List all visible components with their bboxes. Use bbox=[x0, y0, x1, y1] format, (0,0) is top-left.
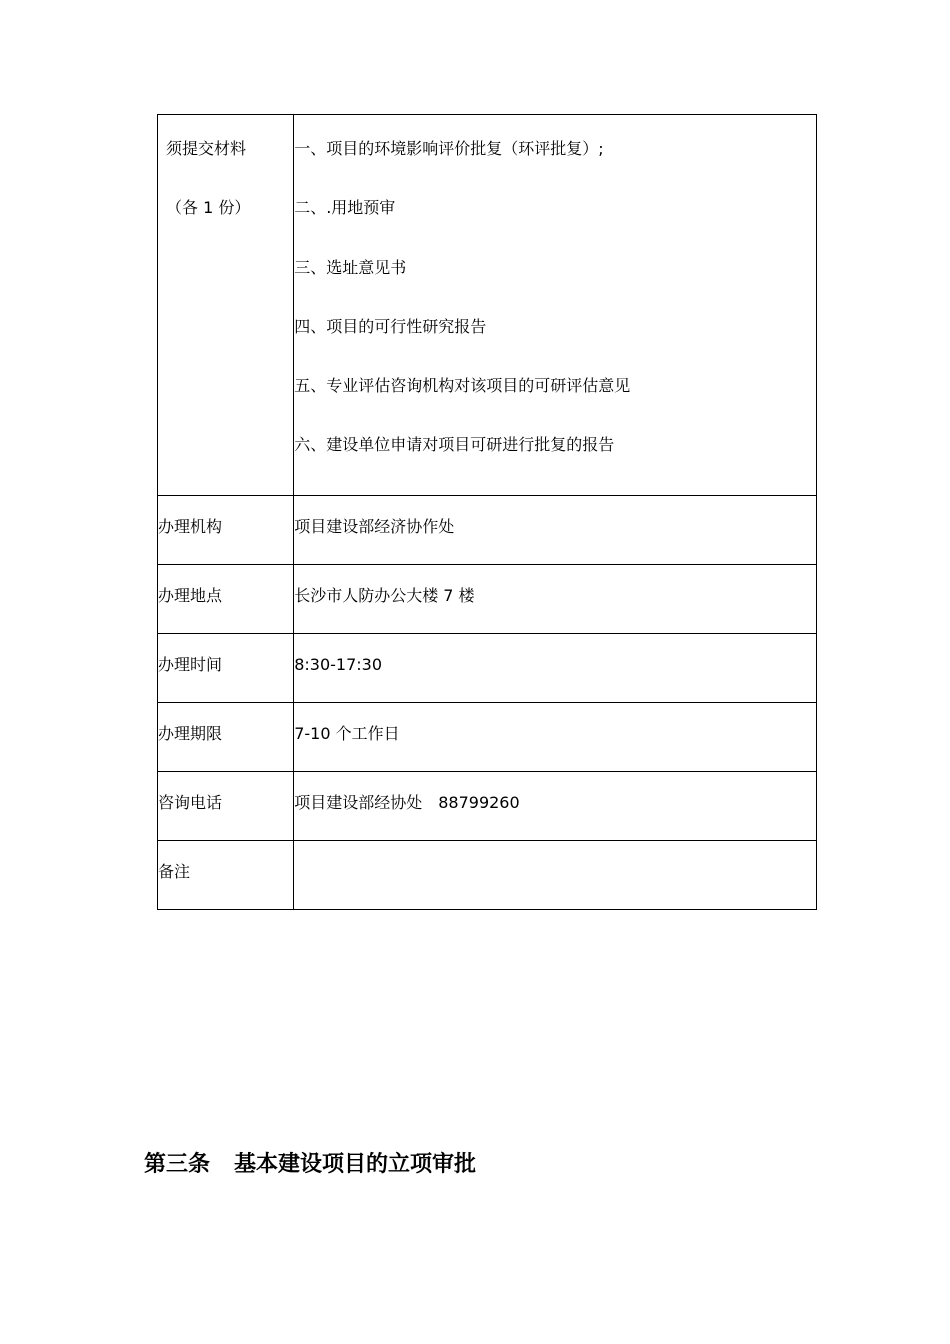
handling-agency-value: 项目建设部经济协作处 bbox=[294, 495, 817, 564]
section-number: 第三条 bbox=[144, 1152, 211, 1177]
material-item-3: 三、选址意见书 bbox=[294, 257, 407, 277]
material-item-5: 五、专业评估咨询机构对该项目的可研评估意见 bbox=[294, 376, 631, 396]
handling-location-label: 办理地点 bbox=[158, 564, 294, 633]
handling-hours-value: 8:30-17:30 bbox=[294, 633, 817, 702]
consult-office-name: 项目建设部经协处 bbox=[294, 792, 423, 812]
remarks-row bbox=[158, 840, 817, 909]
required-materials-label: 须提交材料 bbox=[166, 139, 247, 158]
handling-period-value: 7-10 个工作日 bbox=[294, 702, 817, 771]
required-materials-copies-note: （各 1 份） bbox=[166, 198, 251, 217]
required-materials-row bbox=[158, 115, 817, 496]
service-info-table bbox=[157, 114, 817, 910]
consult-phone-value-cell bbox=[294, 771, 817, 840]
section-title: 基本建设项目的立项审批 bbox=[234, 1152, 477, 1177]
handling-location-value: 长沙市人防办公大楼 7 楼 bbox=[294, 564, 817, 633]
consult-phone-row bbox=[158, 771, 817, 840]
handling-hours-label: 办理时间 bbox=[158, 633, 294, 702]
remarks-label: 备注 bbox=[158, 840, 294, 909]
required-materials-label-cell bbox=[158, 115, 294, 496]
handling-period-label: 办理期限 bbox=[158, 702, 294, 771]
material-item-1: 一、项目的环境影响评价批复（环评批复）; bbox=[294, 139, 604, 158]
material-item-4: 四、项目的可行性研究报告 bbox=[294, 316, 487, 336]
handling-period-row bbox=[158, 702, 817, 771]
material-item-6: 六、建设单位申请对项目可研进行批复的报告 bbox=[294, 435, 615, 455]
handling-hours-row bbox=[158, 633, 817, 702]
material-item-2: 二、.用地预审 bbox=[294, 198, 396, 218]
handling-agency-row bbox=[158, 495, 817, 564]
consult-phone-number: 88799260 bbox=[438, 792, 520, 812]
remarks-value bbox=[294, 840, 817, 909]
section-heading bbox=[144, 1150, 476, 1180]
required-materials-list-cell bbox=[294, 115, 817, 496]
consult-phone-label: 咨询电话 bbox=[158, 771, 294, 840]
required-materials-list bbox=[294, 115, 816, 495]
handling-agency-label: 办理机构 bbox=[158, 495, 294, 564]
handling-location-row bbox=[158, 564, 817, 633]
